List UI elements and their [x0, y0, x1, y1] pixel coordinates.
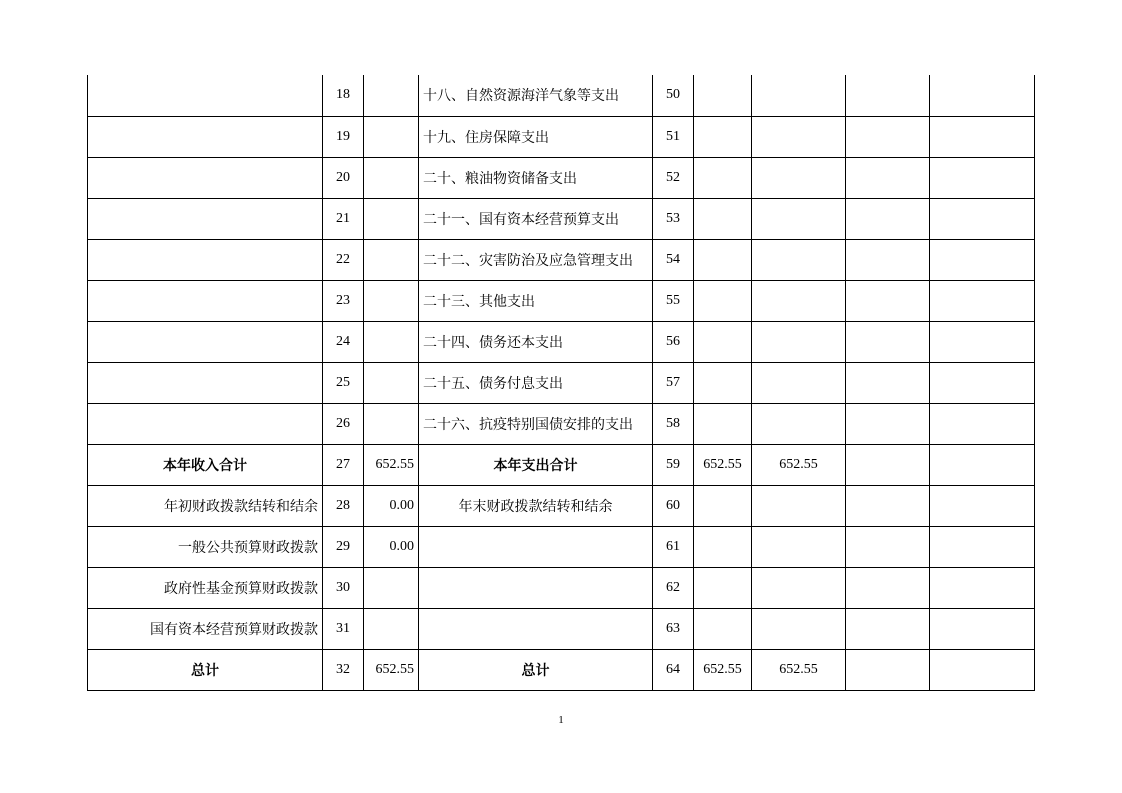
expense-item-label: 二十一、国有资本经营预算支出 [419, 198, 653, 239]
income-row-number: 30 [323, 567, 364, 608]
expense-amount-general [752, 239, 846, 280]
income-row-number: 21 [323, 198, 364, 239]
expense-amount-fund [846, 198, 930, 239]
income-item-label [88, 198, 323, 239]
income-item-label [88, 157, 323, 198]
expense-amount-fund [846, 321, 930, 362]
income-item-label [88, 362, 323, 403]
expense-amount-capital [930, 485, 1035, 526]
income-item-label [88, 116, 323, 157]
expense-amount-capital [930, 362, 1035, 403]
expense-amount-fund [846, 75, 930, 116]
expense-row-number: 51 [653, 116, 694, 157]
expense-amount-fund [846, 280, 930, 321]
expense-amount-capital [930, 157, 1035, 198]
expense-amount-total [694, 116, 752, 157]
income-amount [364, 567, 419, 608]
income-item-label [88, 403, 323, 444]
expense-amount-fund [846, 239, 930, 280]
expense-amount-general [752, 280, 846, 321]
expense-amount-general [752, 526, 846, 567]
income-row-number: 25 [323, 362, 364, 403]
expense-amount-total: 652.55 [694, 649, 752, 690]
expense-amount-general [752, 362, 846, 403]
expense-amount-fund [846, 485, 930, 526]
expense-amount-capital [930, 280, 1035, 321]
income-item-label [88, 321, 323, 362]
expense-item-label [419, 567, 653, 608]
expense-row-number: 62 [653, 567, 694, 608]
income-item-label [88, 75, 323, 116]
expense-amount-general [752, 157, 846, 198]
income-row-number: 23 [323, 280, 364, 321]
expense-amount-fund [846, 649, 930, 690]
income-row-number: 29 [323, 526, 364, 567]
income-item-label: 国有资本经营预算财政拨款 [88, 608, 323, 649]
expense-amount-fund [846, 608, 930, 649]
table-row [88, 485, 1035, 526]
expense-amount-total [694, 362, 752, 403]
income-amount: 0.00 [364, 526, 419, 567]
expense-amount-fund [846, 362, 930, 403]
income-amount [364, 239, 419, 280]
income-row-number: 26 [323, 403, 364, 444]
expense-amount-total [694, 567, 752, 608]
income-item-label: 政府性基金预算财政拨款 [88, 567, 323, 608]
expense-amount-fund [846, 444, 930, 485]
table-body [88, 75, 1035, 690]
income-item-label: 总计 [88, 649, 323, 690]
expense-amount-general [752, 321, 846, 362]
expense-row-number: 60 [653, 485, 694, 526]
income-item-label: 本年收入合计 [88, 444, 323, 485]
expense-amount-fund [846, 157, 930, 198]
income-amount [364, 157, 419, 198]
table-row [88, 321, 1035, 362]
table-row [88, 239, 1035, 280]
income-row-number: 28 [323, 485, 364, 526]
income-row-number: 27 [323, 444, 364, 485]
income-amount [364, 362, 419, 403]
expense-amount-capital [930, 75, 1035, 116]
income-item-label: 年初财政拨款结转和结余 [88, 485, 323, 526]
expense-amount-total [694, 239, 752, 280]
expense-amount-total [694, 403, 752, 444]
expense-amount-total [694, 526, 752, 567]
income-item-label [88, 280, 323, 321]
expense-row-number: 56 [653, 321, 694, 362]
expense-amount-capital [930, 608, 1035, 649]
income-amount [364, 198, 419, 239]
expense-amount-general [752, 403, 846, 444]
expense-amount-capital [930, 116, 1035, 157]
expense-amount-general [752, 567, 846, 608]
income-item-label [88, 239, 323, 280]
table-row [88, 280, 1035, 321]
expense-amount-total [694, 75, 752, 116]
expense-amount-total [694, 198, 752, 239]
page-number: 1 [558, 714, 564, 726]
expense-amount-general [752, 116, 846, 157]
table-row [88, 444, 1035, 485]
table-row [88, 75, 1035, 116]
income-amount [364, 403, 419, 444]
expense-row-number: 64 [653, 649, 694, 690]
table-row [88, 157, 1035, 198]
expense-amount-total [694, 608, 752, 649]
expense-amount-capital [930, 403, 1035, 444]
table-row [88, 403, 1035, 444]
income-row-number: 24 [323, 321, 364, 362]
expense-item-label [419, 526, 653, 567]
income-amount [364, 321, 419, 362]
expense-amount-general: 652.55 [752, 444, 846, 485]
expense-item-label: 总计 [419, 649, 653, 690]
expense-amount-general [752, 485, 846, 526]
expense-item-label: 本年支出合计 [419, 444, 653, 485]
expense-item-label: 二十六、抗疫特别国债安排的支出 [419, 403, 653, 444]
expense-amount-capital [930, 444, 1035, 485]
income-amount: 0.00 [364, 485, 419, 526]
income-amount [364, 608, 419, 649]
expense-amount-total: 652.55 [694, 444, 752, 485]
income-row-number: 22 [323, 239, 364, 280]
expense-item-label: 十八、自然资源海洋气象等支出 [419, 75, 653, 116]
expense-row-number: 59 [653, 444, 694, 485]
expense-item-label: 二十三、其他支出 [419, 280, 653, 321]
expense-amount-capital [930, 567, 1035, 608]
income-row-number: 19 [323, 116, 364, 157]
income-amount: 652.55 [364, 444, 419, 485]
expense-amount-capital [930, 321, 1035, 362]
table-row [88, 649, 1035, 690]
expense-item-label: 二十五、债务付息支出 [419, 362, 653, 403]
expense-item-label: 二十二、灾害防治及应急管理支出 [419, 239, 653, 280]
income-amount [364, 116, 419, 157]
expense-amount-capital [930, 526, 1035, 567]
expense-amount-capital [930, 239, 1035, 280]
income-item-label: 一般公共预算财政拨款 [88, 526, 323, 567]
expense-amount-general [752, 75, 846, 116]
expense-item-label: 二十四、债务还本支出 [419, 321, 653, 362]
expense-item-label: 年末财政拨款结转和结余 [419, 485, 653, 526]
expense-amount-general [752, 198, 846, 239]
income-row-number: 20 [323, 157, 364, 198]
income-row-number: 32 [323, 649, 364, 690]
budget-table [87, 75, 1035, 691]
expense-amount-total [694, 485, 752, 526]
income-amount: 652.55 [364, 649, 419, 690]
expense-item-label: 十九、住房保障支出 [419, 116, 653, 157]
expense-row-number: 50 [653, 75, 694, 116]
income-amount [364, 75, 419, 116]
table-row [88, 198, 1035, 239]
table-row [88, 362, 1035, 403]
expense-row-number: 54 [653, 239, 694, 280]
expense-row-number: 57 [653, 362, 694, 403]
expense-amount-general: 652.55 [752, 649, 846, 690]
expense-item-label: 二十、粮油物资储备支出 [419, 157, 653, 198]
income-amount [364, 280, 419, 321]
table-row [88, 608, 1035, 649]
expense-amount-fund [846, 403, 930, 444]
expense-amount-total [694, 280, 752, 321]
expense-amount-capital [930, 198, 1035, 239]
expense-amount-capital [930, 649, 1035, 690]
expense-amount-fund [846, 567, 930, 608]
expense-amount-fund [846, 116, 930, 157]
expense-item-label [419, 608, 653, 649]
expense-row-number: 61 [653, 526, 694, 567]
expense-amount-general [752, 608, 846, 649]
expense-amount-total [694, 321, 752, 362]
expense-row-number: 55 [653, 280, 694, 321]
table-row [88, 116, 1035, 157]
expense-amount-fund [846, 526, 930, 567]
table-row [88, 567, 1035, 608]
expense-row-number: 52 [653, 157, 694, 198]
expense-row-number: 53 [653, 198, 694, 239]
income-row-number: 31 [323, 608, 364, 649]
income-row-number: 18 [323, 75, 364, 116]
table-row [88, 526, 1035, 567]
expense-amount-total [694, 157, 752, 198]
expense-row-number: 63 [653, 608, 694, 649]
expense-row-number: 58 [653, 403, 694, 444]
